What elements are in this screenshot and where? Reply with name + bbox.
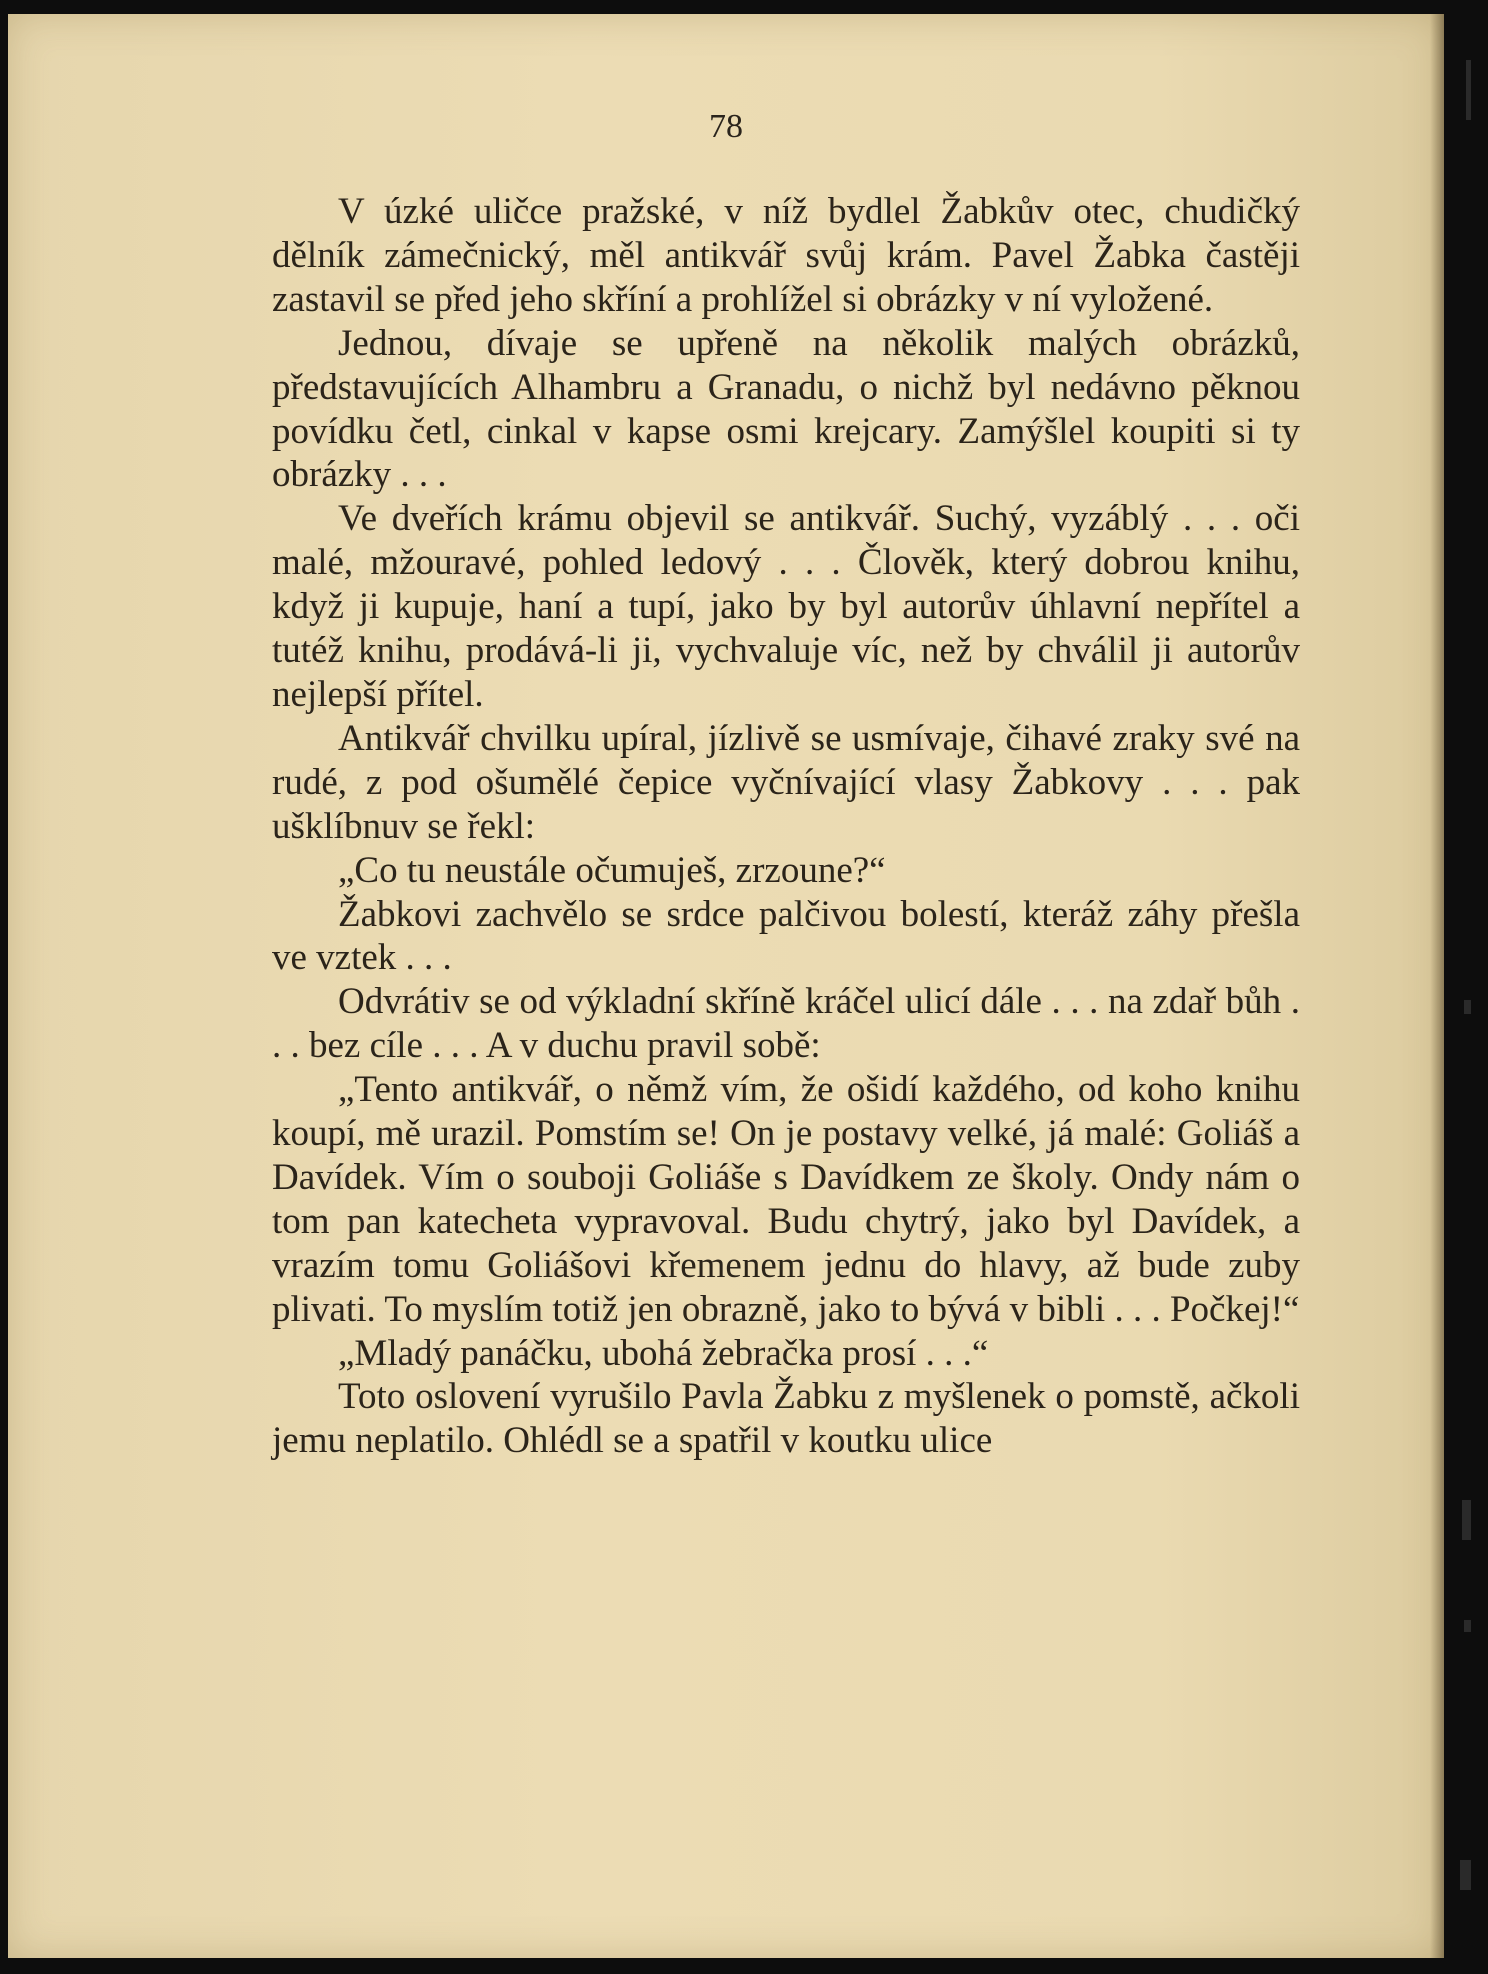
paragraph-6: Žabkovi zachvělo se srdce palčivou bolestí, kteráž záhy přešla ve vztek . . .: [272, 893, 1300, 979]
paragraph-8: „Tento antikvář, o němž vím, že ošidí každého, od koho knihu koupí, mě urazil. Pomstím se! On je postavy velké, já malé: Goliáš a Davídek. Vím o souboji Goliáše s Davídkem ze školy. Ondy nám o tom pan katecheta vypravoval. Budu chytrý, jako byl Davídek, a vrazím tomu Goliášovi křemenem jednu do hlavy, až bude zuby plivati. To myslím totiž jen obrazně, jako to bývá v bibli . . . Počkej!“: [272, 1069, 1300, 1330]
paragraph-3: Ve dveřích krámu objevil se antikvář. Suchý, vyzáblý . . . oči malé, mžouravé, pohled ledový . . . Člověk, který dobrou knihu, když ji kupuje, haní a tupí, jako by byl autorův úhlavní nepřítel a tutéž knihu, prodává-li ji, vychvaluje víc, než by chválil ji autorův nejlepší přítel.: [272, 498, 1300, 715]
right-margin-mark-5: [1460, 1860, 1471, 1890]
paragraph-10: Toto oslovení vyrušilo Pavla Žabku z myšlenek o pomstě, ačkoli jemu neplatilo. Ohlédl se a spatřil v koutku ulice: [272, 1376, 1300, 1462]
right-margin-mark-1: [1466, 60, 1471, 120]
paragraph-1: V úzké uličce pražské, v níž bydlel Žabkův otec, chudičký dělník zámečnický, měl antikvář svůj krám. Pavel Žabka častěji zastavil se před jeho skříní a prohlížel si obrázky v ní vyložené.: [272, 191, 1300, 320]
book-page: [8, 14, 1444, 1958]
paragraph-9: „Mladý panáčku, ubohá žebračka prosí . . .“: [338, 1332, 989, 1374]
paragraph-7: Odvrátiv se od výkladní skříně kráčel ulicí dále . . . na zdař bůh . . . bez cíle . . . A v duchu pravil sobě:: [272, 981, 1300, 1067]
page-edge-shadow: [1430, 14, 1444, 1958]
body-text: [272, 190, 1300, 1463]
page-number: 78: [709, 108, 743, 145]
right-margin-mark-2: [1464, 1000, 1471, 1014]
paragraph-2: Jednou, dívaje se upřeně na několik malých obrázků, představujících Alhambru a Granadu, o nichž byl nedávno pěknou povídku četl, cinkal v kapse osmi krejcary. Zamýšlel koupiti si ty obrázky . . .: [272, 322, 1300, 496]
paragraph-4: Antikvář chvilku upíral, jízlivě se usmívaje, čihavé zraky své na rudé, z pod ošumělé čepice vyčnívající vlasy Žabkovy . . . pak ušklíbnuv se řekl:: [272, 717, 1300, 847]
paragraph-5: „Co tu neustále očumuješ, zrzoune?“: [338, 849, 886, 891]
right-margin-mark-4: [1464, 1620, 1471, 1632]
right-margin-mark-3: [1462, 1500, 1471, 1540]
